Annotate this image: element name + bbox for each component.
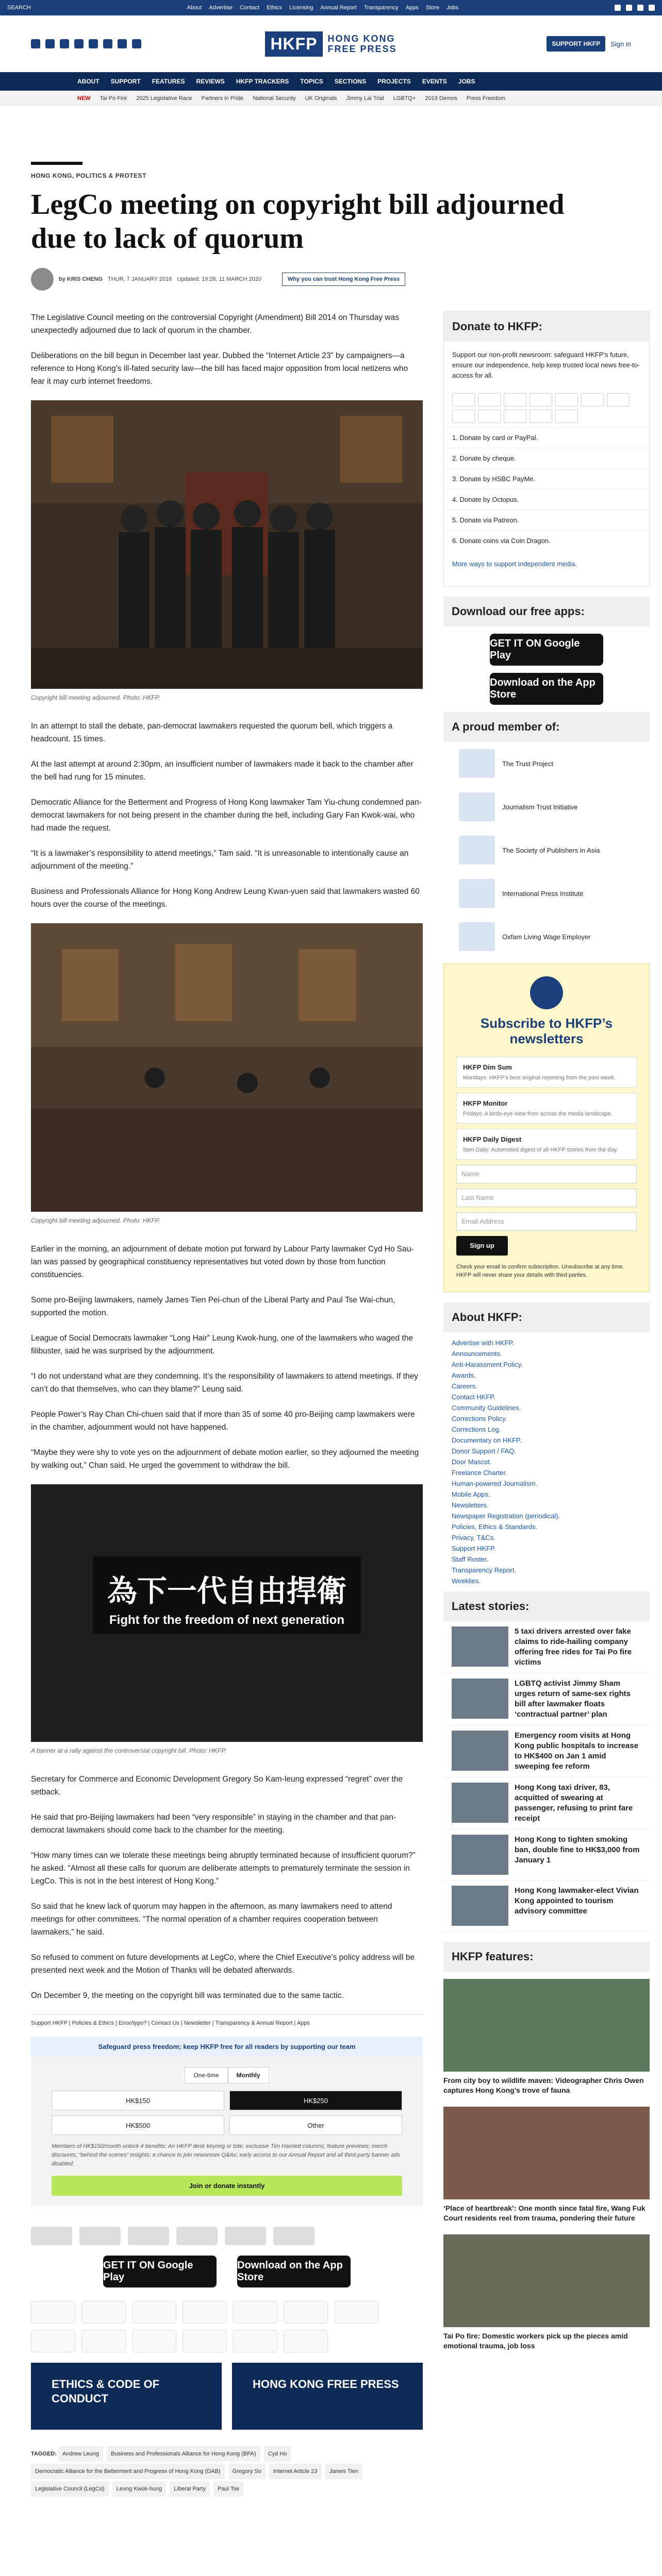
jcb-icon (233, 2301, 277, 2324)
membership-note: Members of HK$150/month unlock 4 benefits: An HKFP desk keyring or tote; exclusive Tim Hamlett columns; feature previews; merch discounts; “behind the scenes” insights; a chance to join newsroom Q&As; early access to our Annual Report and all third-party banner ads disabled. (52, 2143, 400, 2167)
bank-icon (183, 2330, 227, 2352)
feature-image (443, 1979, 650, 2072)
instagram-icon[interactable] (60, 39, 69, 48)
sidebar-donate (443, 311, 650, 586)
threads-icon[interactable] (74, 39, 84, 48)
payment-icon (555, 410, 578, 423)
paragraph: “I do not understand what are they condemning. It’s the responsibility of lawmakers to attend meetings. If they can’t do that themselves, who can they blame?” Leung said. (31, 1372, 419, 1394)
article-body (31, 311, 423, 2498)
payment-icon (478, 410, 501, 423)
amount-option[interactable]: HK$150 (52, 2091, 224, 2110)
latest-story[interactable] (443, 1725, 650, 1777)
about-links (443, 1332, 650, 1591)
trending-item[interactable]: Tai Po Fire (100, 95, 127, 101)
sopa-logo (459, 836, 495, 865)
utility-link[interactable]: Contact (240, 5, 260, 11)
donate-option[interactable]: 4. Donate by Octopus. (444, 489, 649, 510)
latest-story[interactable] (443, 1621, 650, 1673)
newsletter-option-desc: 9pm Daily: Automated digest of all HKFP stories from the day. (463, 1147, 618, 1153)
utility-link[interactable]: Licensing (289, 5, 313, 11)
name-field[interactable]: Name (456, 1165, 637, 1183)
newsletter-option[interactable] (456, 1093, 637, 1124)
app-store-row (31, 2256, 423, 2287)
paragraph: Secretary for Commerce and Economic Development Gregory So Kam-leung expressed “regret” over the setback. (31, 1775, 403, 1797)
partner-badge[interactable] (31, 2227, 72, 2245)
tag[interactable]: Cyd Ho (264, 2446, 291, 2462)
about-link[interactable]: Mobile Apps. (452, 1490, 490, 1498)
ethics-promo[interactable]: ETHICS & CODE OF CONDUCT (31, 2363, 222, 2430)
member-name: International Press Institute (502, 889, 584, 897)
about-link[interactable]: Transparency Report. (452, 1566, 517, 1574)
member-name: The Trust Project (502, 759, 553, 768)
member-name: The Society of Publishers in Asia (502, 846, 600, 854)
author-avatar (31, 268, 54, 291)
donate-option[interactable]: 5. Donate via Patreon. (444, 510, 649, 530)
about-link[interactable]: Staff Roster. (452, 1555, 489, 1563)
hkfp-badge-icon (530, 976, 563, 1009)
article-photo-banner (31, 1484, 423, 1742)
logo-mark: HKFP (265, 31, 322, 57)
about-link[interactable]: Community Guidelines. (452, 1404, 521, 1412)
tag[interactable]: Business and Professionals Alliance for Hong Kong (BPA) (107, 2446, 260, 2462)
paragraph: Some pro-Beijing lawmakers, namely James Tien Pei-chun of the Liberal Party and Paul Tse Wai-chun, supported the motion. (31, 1296, 395, 1317)
payment-icon (478, 393, 501, 406)
feature-item[interactable] (443, 1979, 650, 2099)
paragraph: People Power’s Ray Chan Chi-chuen said that if more than 35 of some 40 pro-Beijing camp lawmakers were in the chamber, adjournment would not have happened. (31, 1410, 415, 1432)
paragraph: Deliberations on the bill begun in December last year. Dubbed the “Internet Article 23” by campaigners—a reference to Hong Kong’s ill-fated security law—the bill has faced major opposition from local netizens who fear it may curb internet freedoms. (31, 351, 408, 386)
fps-icon (132, 2330, 176, 2352)
utility-link[interactable]: Store (425, 5, 440, 11)
nav-item[interactable]: PROJECTS (377, 78, 411, 85)
more-ways-link[interactable]: More ways to support independent media. (452, 560, 577, 568)
story-thumbnail (452, 1626, 508, 1667)
tag[interactable]: Liberal Party (170, 2481, 210, 2497)
paragraph: At the last attempt at around 2:30pm, an insufficient number of lawmakers made it back to the chamber after the bell had rung for 15 minutes. (31, 760, 413, 782)
apple-pay-icon (284, 2330, 328, 2352)
donate-option[interactable]: 1. Donate by card or PayPal. (444, 427, 649, 448)
utility-link[interactable]: About (187, 5, 202, 11)
newsletter-option[interactable] (456, 1129, 637, 1160)
member-name: Journalism Trust Initiative (502, 803, 578, 811)
member-heading: A proud member of: (443, 712, 650, 742)
paragraph: Earlier in the morning, an adjournment of debate motion put forward by Labour Party lawmaker Cyd Ho Sau-lan was passed by geographical constituency representatives but voted down by those from function constituencies. (31, 1245, 414, 1279)
octopus-icon (334, 2301, 378, 2324)
about-link[interactable]: Advertise with HKFP. (452, 1339, 515, 1347)
partner-badge[interactable] (225, 2227, 266, 2245)
trending-item[interactable]: LGBTQ+ (393, 95, 416, 101)
paragraph: “It is a lawmaker’s responsibility to attend meetings,” Tam said. “It is unreasonable to intentionally cause an adjournment of the meeting.” (31, 849, 409, 871)
tags-label: TAGGED: (31, 2451, 57, 2457)
utility-links (187, 5, 459, 11)
feature-title: Tai Po fire: Domestic workers pick up the pieces amid emotional trauma, job loss (443, 2332, 628, 2350)
photo-illustration (31, 923, 423, 1212)
paypal-icon (81, 2301, 126, 2324)
trending-item[interactable]: 2019 Demos (425, 95, 457, 101)
join-button[interactable]: Join or donate instantly (52, 2176, 402, 2196)
trending-item[interactable]: Partners in Pride (201, 95, 244, 101)
newsletter-box (443, 963, 650, 1292)
paragraph: Business and Professionals Alliance for Hong Kong Andrew Leung Kwan-yuen said that lawmakers wasted 60 hours over the course of the meetings. (31, 887, 420, 909)
newsletter-option[interactable] (456, 1057, 637, 1088)
about-link[interactable]: Documentary on HKFP. (452, 1436, 522, 1444)
amount-option[interactable]: Other (229, 2115, 402, 2135)
donate-option[interactable]: 6. Donate coins via Coin Dragon. (444, 530, 649, 551)
about-link[interactable]: Freelance Charter. (452, 1469, 507, 1477)
support-button[interactable]: SUPPORT HKFP (547, 36, 605, 52)
banner-chinese-text: 為下一代自由捍衛 (107, 1574, 346, 1608)
utility-link[interactable]: Annual Report (320, 5, 357, 11)
about-link[interactable]: Donor Support / FAQ. (452, 1447, 517, 1455)
story-title: Hong Kong lawmaker-elect Vivian Kong appointed to tourism advisory committee (515, 1886, 639, 1916)
trending-item[interactable]: Jimmy Lai Trial (346, 95, 384, 101)
masthead-social (31, 39, 256, 48)
sidebar-payment-icons (444, 389, 649, 427)
partner-badges (31, 2216, 423, 2256)
story-thumbnail (452, 1835, 508, 1875)
updated-date: Updated: 19:26, 11 MARCH 2020 (177, 276, 261, 282)
monthly-option[interactable]: Monthly (228, 2067, 269, 2083)
about-link[interactable]: Newspaper Registration (periodical). (452, 1512, 560, 1520)
article-photo-chamber (31, 923, 423, 1212)
paragraph: The Legislative Council meeting on the controversial Copyright (Amendment) Bill 2014 on Thursday was unexpectedly adjourned due to lack of quorum in the chamber. (31, 313, 399, 335)
mastercard-icon (31, 2301, 75, 2324)
feature-title: From city boy to wildlife maven: Videographer Chris Owen captures Hong Kong’s trove of fauna (443, 2076, 644, 2094)
feature-item[interactable] (443, 2107, 650, 2227)
latest-heading: Latest stories: (443, 1591, 650, 1621)
story-thumbnail (452, 1679, 508, 1719)
donate-heading: Donate to HKFP: (444, 312, 649, 342)
payment-icon (504, 393, 526, 406)
nav-item[interactable]: EVENTS (422, 78, 447, 85)
pub-date: THUR, 7 JANUARY 2016 (107, 276, 172, 282)
donate-widget (31, 2057, 423, 2206)
tag[interactable]: Legislative Council (LegCo) (31, 2481, 109, 2497)
sidebar-google-play[interactable]: GET IT ON Google Play (490, 634, 603, 666)
masthead (0, 15, 662, 72)
tag[interactable]: Andrew Leung (58, 2446, 103, 2462)
x-icon[interactable] (45, 39, 55, 48)
story-title: 5 taxi drivers arrested over fake claims to ride-hailing company offering free rides for Tai Po fire victims (515, 1627, 632, 1667)
donate-option[interactable]: 2. Donate by cheque. (444, 448, 649, 468)
payment-icon (555, 393, 578, 406)
youtube-icon[interactable] (649, 5, 655, 11)
logo-text (328, 33, 397, 54)
utility-link[interactable]: Ethics (267, 5, 283, 11)
payment-icon (529, 393, 552, 406)
support-banner[interactable]: Safeguard press freedom; keep HKFP free for all readers by supporting our team (31, 2037, 423, 2057)
ipi-logo (459, 879, 495, 908)
story-thumbnail (452, 1886, 508, 1926)
photo-caption: Copyright bill meeting adjourned. Photo: HKFP. (31, 1217, 160, 1224)
search-link[interactable]: SEARCH (7, 5, 31, 11)
about-link[interactable]: Corrections Policy. (452, 1415, 507, 1422)
youtube-icon[interactable] (89, 39, 98, 48)
payment-icon (607, 393, 630, 406)
article-layout (0, 311, 662, 2498)
paragraph: League of Social Democrats lawmaker “Long Hair” Leung Kwok-hung, one of the lawmakers who waged the filibuster, said he was surprised by the adjournment. (31, 1334, 413, 1355)
tag[interactable]: Gregory So (228, 2464, 266, 2479)
payme-icon (31, 2330, 75, 2352)
article-category[interactable]: HONG KONG, POLITICS & PROTEST (31, 172, 146, 179)
paragraph: In an attempt to stall the debate, pan-democrat lawmakers requested the quorum bell, which triggers a headcount. 15 times. (31, 722, 393, 743)
about-link[interactable]: Policies, Ethics & Standards. (452, 1523, 538, 1531)
nav-item[interactable]: TOPICS (300, 78, 323, 85)
about-link[interactable]: Corrections Log. (452, 1426, 501, 1433)
author-name[interactable]: by KRIS CHENG (59, 276, 103, 282)
newsletter-title: Subscribe to HKFP’s newsletters (480, 1015, 613, 1046)
telegram-icon[interactable] (103, 39, 112, 48)
latest-story[interactable] (443, 1829, 650, 1880)
latest-story[interactable] (443, 1880, 650, 1931)
story-title: Emergency room visits at Hong Kong public hospitals to increase to HK$400 on Jan 1 amid sweeping fee reform (515, 1731, 639, 1771)
rally-banner (93, 1556, 361, 1634)
banner-english-text: Fight for the freedom of next generation (109, 1613, 344, 1627)
donate-options (444, 427, 649, 551)
signin-link[interactable]: Sign in (610, 40, 632, 48)
whatsapp-icon[interactable] (118, 39, 127, 48)
about-link[interactable]: Weeklies. (452, 1577, 481, 1585)
masthead-actions (406, 36, 631, 52)
frequency-toggle (52, 2067, 402, 2083)
jti-logo (459, 792, 495, 821)
sidebar (443, 311, 650, 2498)
newsletter-option-desc: Fridays: A birds-eye view from across the media landscape. (463, 1111, 613, 1117)
newsletter-option-desc: Mondays: HKFP’s best original reporting from the past week. (463, 1075, 616, 1081)
nav-item[interactable]: ABOUT (77, 78, 100, 85)
feature-title: ‘Place of heartbreak’: One month since fatal fire, Wang Fuk Court residents reel from trauma, pondering their future (443, 2204, 646, 2222)
utility-link[interactable]: Transparency (363, 5, 399, 11)
photo-caption: A banner at a rally against the controversial copyright bill. Photo: HKFP. (31, 1747, 226, 1754)
trending-item[interactable]: Press Freedom (466, 95, 505, 101)
article-footer-links[interactable]: Support HKFP | Policies & Ethics | Error/typo? | Contact Us | Newsletter | Transparency & Annual Report | Apps (31, 2014, 423, 2031)
utility-link[interactable]: Jobs (446, 5, 459, 11)
about-link[interactable]: Contact HKFP. (452, 1393, 496, 1401)
member-item[interactable] (443, 828, 650, 872)
amount-options (52, 2091, 402, 2135)
latest-story[interactable] (443, 1777, 650, 1829)
apps-heading: Download our free apps: (443, 597, 650, 626)
newsletter-option-title: HKFP Dim Sum (463, 1063, 512, 1071)
about-link[interactable]: Privacy, T&Cs. (452, 1534, 495, 1541)
member-item[interactable] (443, 915, 650, 958)
about-link[interactable]: Human-powered Journalism. (452, 1480, 538, 1487)
paragraph: On December 9, the meeting on the copyright bill was terminated due to the same tactic. (31, 1991, 344, 2000)
article-tags (31, 2445, 423, 2498)
logo-text-line: FREE PRESS (327, 44, 397, 54)
story-title: LGBTQ activist Jimmy Sham urges return of same-sex rights bill after lawmaker floats ‘contractual partner’ plan (515, 1679, 631, 1719)
story-title: Hong Kong taxi driver, 83, acquitted of swearing at passenger, refusing to print fare receipt (515, 1783, 633, 1823)
tag[interactable]: Leung Kwok-hung (112, 2481, 167, 2497)
ethics-promos (31, 2363, 423, 2430)
last-name-field[interactable]: Last Name (456, 1189, 637, 1207)
tag[interactable]: James Tien (325, 2464, 362, 2479)
nav-item[interactable]: REVIEWS (196, 78, 225, 85)
paragraph: So said that he knew lack of quorum may happen in the afternoon, as many lawmakers need to attend meetings for other committees. “The normal operation of a chamber requires cooperation between lawmakers,” he said. (31, 1902, 392, 1937)
facebook-icon[interactable] (31, 39, 40, 48)
amount-option-selected[interactable]: HK$250 (229, 2091, 402, 2110)
article-photo-press-conference (31, 400, 423, 689)
feature-item[interactable] (443, 2234, 650, 2355)
utility-link[interactable]: Advertise (209, 5, 233, 11)
paragraph: “How many times can we tolerate these meetings being abruptly terminated because of insufficient quorum?” he asked. “Almost all these calls for quorum are deliberate attempts to prematurely terminate the session in LegCo. This is not in the best interest of Hong Kong.” (31, 1851, 416, 1886)
features-heading: HKFP features: (443, 1942, 650, 1972)
about-link[interactable]: Newsletters. (452, 1501, 489, 1509)
unionpay-icon (284, 2301, 328, 2324)
site-logo[interactable] (265, 31, 396, 57)
payment-icon (529, 410, 552, 423)
instagram-icon[interactable] (637, 5, 643, 11)
amount-option[interactable]: HK$500 (52, 2115, 224, 2135)
amex-icon (183, 2301, 227, 2324)
story-title: Hong Kong to tighten smoking ban, double fine to HK$3,000 from January 1 (515, 1835, 640, 1865)
feature-image (443, 2107, 650, 2199)
tag[interactable]: Democratic Alliance for the Betterment and Progress of Hong Kong (DAB) (31, 2464, 225, 2479)
about-link[interactable]: Door Mascot. (452, 1458, 492, 1466)
payment-icon (452, 410, 475, 423)
donate-option[interactable]: 3. Donate by HSBC PayMe. (444, 468, 649, 489)
tag[interactable]: Internet Article 23 (269, 2464, 322, 2479)
author-name-text: KRIS CHENG (67, 276, 103, 282)
trending-item[interactable]: National Security (253, 95, 296, 101)
linkedin-icon[interactable] (132, 39, 141, 48)
sidebar-app-store[interactable]: Download on the App Store (490, 673, 603, 705)
byline (31, 268, 631, 291)
payment-methods (31, 2296, 423, 2363)
payment-icon (452, 393, 475, 406)
paragraph: So refused to comment on future developments at LegCo, where the Chief Executive’s policy address will be presented next week and the Motion of Thanks will be debated afterwards. (31, 1953, 415, 1975)
google-play-button[interactable]: GET IT ON Google Play (103, 2256, 217, 2287)
oxfam-logo (459, 922, 495, 951)
partner-badge[interactable] (79, 2227, 121, 2245)
signup-button[interactable]: Sign up (456, 1236, 508, 1256)
about-link[interactable]: Announcements. (452, 1350, 502, 1358)
payment-icon (581, 393, 604, 406)
partner-badge[interactable] (128, 2227, 169, 2245)
nav-item[interactable]: SECTIONS (334, 78, 367, 85)
title-rule (31, 162, 82, 165)
patreon-icon (81, 2330, 126, 2352)
member-name: Oxfam Living Wage Employer (502, 933, 591, 941)
nav-item[interactable]: HKFP TRACKERS (236, 78, 289, 85)
about-heading: About HKFP: (443, 1302, 650, 1332)
newsletter-fineprint: Check your email to confirm subscription. Unsubscribe at any time. HKFP will never share your details with third parties. (456, 1264, 624, 1278)
partner-badge[interactable] (273, 2227, 315, 2245)
paragraph: “Maybe they were shy to vote yes on the adjournment of debate motion earlier, so they adjourned the meeting by walking out,” Chan said. He urged the government to withdraw the bill. (31, 1448, 419, 1470)
trending-bar (0, 91, 662, 106)
feature-image (443, 2234, 650, 2327)
trending-item[interactable]: UK Originals (305, 95, 337, 101)
nav-item[interactable]: FEATURES (152, 78, 185, 85)
paragraph: Democratic Alliance for the Betterment and Progress of Hong Kong lawmaker Tam Yiu-chung condemned pan-democrat lawmakers for not being present in the chamber during the bell, including Gary Fan Kwok-wai, who had made the request. (31, 798, 422, 833)
x-icon[interactable] (626, 5, 632, 11)
latest-story[interactable] (443, 1673, 650, 1725)
google-pay-icon (233, 2330, 277, 2352)
facebook-icon[interactable] (615, 5, 621, 11)
photo-caption: Copyright bill meeting adjourned. Photo: HKFP. (31, 694, 160, 701)
payment-icon (504, 410, 526, 423)
one-time-option[interactable]: One-time (185, 2067, 227, 2083)
member-item[interactable] (443, 785, 650, 828)
nav-item[interactable]: SUPPORT (110, 78, 141, 85)
main-nav (0, 72, 662, 91)
about-link[interactable]: Careers. (452, 1382, 477, 1390)
newsletter-option-title: HKFP Monitor (463, 1099, 508, 1107)
tag[interactable]: Paul Tse (213, 2481, 243, 2497)
app-store-button[interactable]: Download on the App Store (237, 2256, 351, 2287)
member-item[interactable] (443, 872, 650, 915)
visa-icon (132, 2301, 176, 2324)
partner-badge[interactable] (176, 2227, 218, 2245)
logo-text-line: HONG KONG (327, 33, 395, 44)
utility-link[interactable]: Apps (405, 5, 419, 11)
about-link[interactable]: Support HKFP. (452, 1545, 496, 1552)
top-utility-bar (0, 0, 662, 15)
donate-intro[interactable]: Support our non-profit newsroom: safeguard HKFP’s future, ensure our independence, help keep trusted local news free-to-access for all. (452, 351, 640, 379)
annual-report-promo[interactable]: HONG KONG FREE PRESS (232, 2363, 423, 2430)
trust-project-logo (459, 749, 495, 778)
story-thumbnail (452, 1731, 508, 1771)
new-badge: NEW (77, 95, 91, 101)
nav-item[interactable]: JOBS (458, 78, 475, 85)
email-field[interactable]: Email Address (456, 1212, 637, 1231)
photo-illustration (31, 400, 423, 689)
about-link[interactable]: Awards. (452, 1371, 476, 1379)
story-thumbnail (452, 1783, 508, 1823)
trust-button[interactable]: Why you can trust Hong Kong Free Press (282, 273, 405, 286)
social-icons (615, 5, 655, 11)
paragraph: He said that pro-Beijing lawmakers had been “very responsible” in staying in the chamber and that pan-democrat lawmakers should come back to the chamber for the meeting. (31, 1813, 396, 1835)
article-title: LegCo meeting on copyright bill adjourned due to lack of quorum (31, 189, 565, 255)
member-item[interactable] (443, 742, 650, 785)
about-link[interactable]: Anti-Harassment Policy. (452, 1361, 523, 1368)
newsletter-option-title: HKFP Daily Digest (463, 1136, 522, 1143)
trending-item[interactable]: 2025 Legislative Race (136, 95, 192, 101)
